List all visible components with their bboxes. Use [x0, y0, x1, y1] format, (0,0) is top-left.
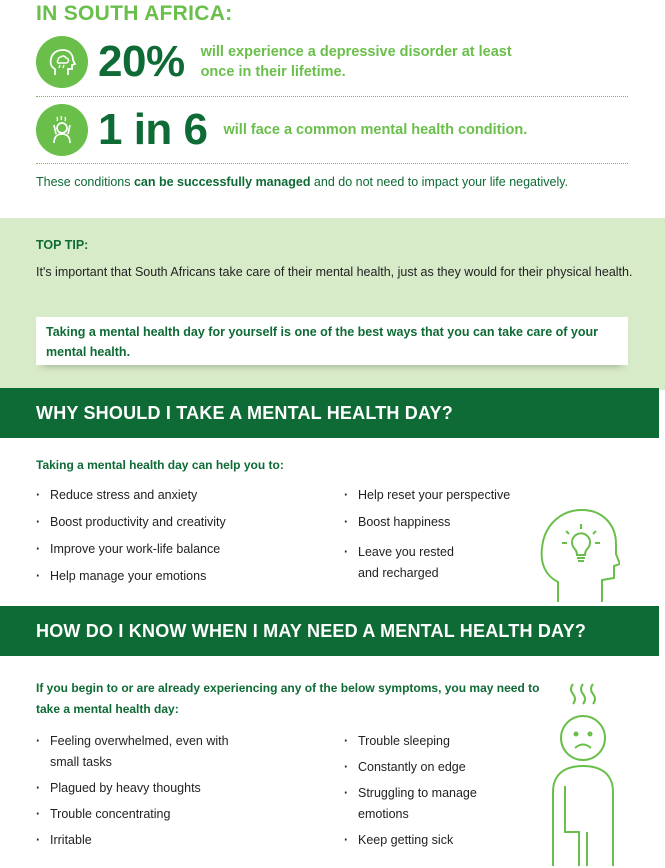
how-banner: HOW DO I KNOW WHEN I MAY NEED A MENTAL HEALTH DAY?: [0, 606, 659, 656]
list-item: · Boost productivity and creativity: [36, 515, 226, 542]
tip-title: TOP TIP:: [36, 238, 89, 252]
why-banner: WHY SHOULD I TAKE A MENTAL HEALTH DAY?: [0, 388, 659, 438]
stressed-person-icon: [36, 104, 88, 156]
list-item: · Struggling to manage emotions: [344, 783, 477, 825]
stat-row-condition: [36, 104, 628, 156]
divider: [36, 163, 628, 164]
stat-description: will experience a depressive disorder at least once in their lifetime.: [200, 44, 512, 80]
list-item: · Leave you rested and recharged: [344, 542, 510, 586]
head-cloud-icon: [36, 36, 88, 88]
lightbulb-head-icon: [536, 496, 620, 609]
stat-value: 1 in 6: [98, 105, 208, 154]
why-list-left: [36, 488, 226, 596]
list-item: · Help manage your emotions: [36, 569, 226, 596]
list-item: · Help reset your perspective: [344, 488, 510, 515]
how-list-left: [36, 731, 229, 856]
why-list-right: [344, 488, 510, 586]
list-item: · Reduce stress and anxiety: [36, 488, 226, 515]
why-lead: Taking a mental health day can help you to:: [36, 458, 284, 472]
list-item: · Feeling overwhelmed, even with small tasks: [36, 731, 229, 773]
tip-callout: Taking a mental health day for yourself is one of the best ways that you can take care of your mental health.: [36, 317, 628, 365]
list-item: · Plagued by heavy thoughts: [36, 778, 229, 799]
list-item: · Trouble sleeping: [344, 731, 477, 752]
divider: [36, 96, 628, 97]
list-item: · Irritable: [36, 830, 229, 851]
section-title: IN SOUTH AFRICA:: [36, 2, 233, 25]
list-item: · Keep getting sick: [344, 830, 477, 851]
stat-row-depression: [36, 36, 628, 88]
managed-statement: These conditions can be successfully managed and do not need to impact your life negatively.: [36, 175, 569, 189]
how-list-right: [344, 731, 477, 856]
sad-person-icon: [545, 682, 621, 868]
stat-description: will face a common mental health condition.: [223, 122, 528, 138]
list-item: · Constantly on edge: [344, 757, 477, 778]
tip-text: It's important that South Africans take care of their mental health, just as they would for their physical health.: [36, 265, 633, 279]
how-lead: If you begin to or are already experiencing any of the below symptoms, you may need to take a mental health day:: [36, 681, 540, 716]
list-item: · Trouble concentrating: [36, 804, 229, 825]
top-tip-section: [0, 218, 665, 390]
list-item: · Boost happiness: [344, 515, 510, 542]
stat-value: 20%: [98, 37, 185, 86]
list-item: · Improve your work-life balance: [36, 542, 226, 569]
